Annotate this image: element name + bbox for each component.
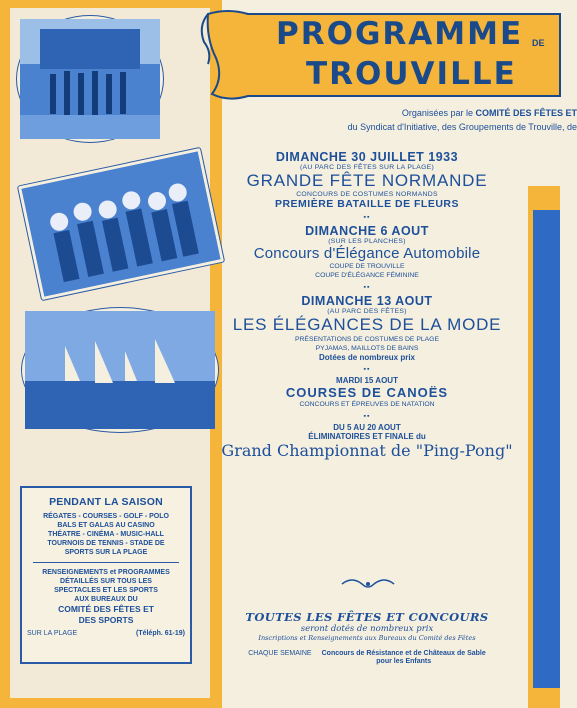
- event1-location: (AU PARC DES FÊTES SUR LA PLAGE): [299, 164, 435, 171]
- event5-date: DU 5 AU 20 AOUT: [333, 423, 401, 432]
- event4-subtitle: CONCOURS ET ÉPREUVES DE NATATION: [299, 401, 435, 408]
- season-divider: [33, 562, 179, 563]
- season-line: BALS ET GALAS AU CASINO: [57, 522, 155, 529]
- flourish-ornament: [338, 574, 398, 594]
- season-box: [20, 486, 192, 664]
- weekly-event: [322, 650, 486, 666]
- event2-location: (SUR LES PLANCHES): [328, 238, 406, 245]
- title-programme: PROGRAMME: [276, 16, 524, 52]
- orgs-line2: du Syndicat d'Initiative, des Groupements de Trouville, de: [347, 122, 577, 132]
- info-org: DES SPORTS: [78, 615, 134, 625]
- season-line: THÉATRE - CINÉMA - MUSIC-HALL: [48, 531, 164, 538]
- photo-parade: [17, 16, 163, 142]
- orgs-committee: COMITÉ DES FÊTES ET: [475, 108, 577, 118]
- event2-title: Concours d'Élégance Automobile: [253, 245, 481, 262]
- event4-date: MARDI 15 AOUT: [336, 376, 398, 385]
- title-trouville: TROUVILLE: [306, 56, 517, 92]
- event2-subtitle: COUPE D'ÉLÉGANCE FÉMININE: [315, 272, 419, 279]
- foot-left: SUR LA PLAGE: [27, 630, 78, 637]
- footer: [214, 610, 520, 666]
- event2-date: DIMANCHE 6 AOUT: [305, 224, 429, 238]
- right-illustration: [533, 210, 560, 688]
- event1-date: DIMANCHE 30 JUILLET 1933: [275, 150, 459, 164]
- footer-info: Inscriptions et Renseignements aux Bureaux du Comité des Fêtes: [258, 634, 476, 642]
- event3-title: LES ÉLÉGANCES DE LA MODE: [232, 315, 502, 334]
- season-line: TOURNOIS DE TENNIS - STADE DE: [47, 540, 165, 547]
- info-line: DÉTAILLÉS SUR TOUS LES: [60, 578, 152, 585]
- foot-phone: (Téléph. 61-19): [135, 630, 185, 637]
- separator: ▪▪: [363, 284, 371, 291]
- season-line: RÉGATES - COURSES - GOLF - POLO: [43, 513, 169, 520]
- event5-title: Grand Championnat de "Ping-Pong": [221, 441, 513, 460]
- organizers: [232, 106, 577, 134]
- event4-title: COURSES DE CANOËS: [285, 385, 449, 400]
- event1-subtitle: CONCOURS DE COSTUMES NORMANDS: [296, 191, 438, 198]
- footer-weekly: [214, 650, 520, 666]
- event2-subtitle: COUPE DE TROUVILLE: [329, 263, 405, 270]
- event3-subtitle: PYJAMAS, MAILLOTS DE BAINS: [315, 345, 419, 352]
- season-line: SPORTS SUR LA PLAGE: [64, 549, 148, 556]
- separator: ▪▪: [363, 214, 371, 221]
- info-org: COMITÉ DES FÊTES ET: [58, 604, 154, 614]
- photo-crowd: [18, 148, 224, 300]
- footer-title: TOUTES LES FÊTES ET CONCOURS: [245, 610, 489, 624]
- season-title: PENDANT LA SAISON: [49, 496, 163, 508]
- title-small: DE: [532, 38, 545, 48]
- footer-prizes: seront dotés de nombreux prix: [300, 624, 434, 634]
- event1-title: GRANDE FÊTE NORMANDE: [246, 171, 488, 190]
- event3-prizes: Dotées de nombreux prix: [318, 353, 416, 362]
- photo-regatta: [22, 308, 218, 432]
- orgs-prefix: Organisées par le: [401, 108, 473, 118]
- program-list: [214, 150, 520, 460]
- info-line: AUX BUREAUX DU: [74, 596, 138, 603]
- separator: ▪▪: [363, 413, 371, 420]
- weekly-event-line1: Concours de Résistance et de Châteaux de Sable: [321, 650, 486, 657]
- event1-highlight: PREMIÈRE BATAILLE DE FLEURS: [274, 198, 460, 210]
- weekly-event-line2: pour les Enfants: [376, 658, 432, 665]
- event5-line: ÉLIMINATOIRES ET FINALE du: [308, 432, 426, 441]
- event3-date: DIMANCHE 13 AOUT: [301, 294, 433, 308]
- info-line: RENSEIGNEMENTS et PROGRAMMES: [42, 569, 170, 576]
- weekly-label: CHAQUE SEMAINE: [248, 650, 312, 657]
- event3-subtitle: PRÉSENTATIONS DE COSTUMES DE PLAGE: [294, 336, 440, 343]
- event3-location: (AU PARC DES FÊTES): [327, 308, 407, 315]
- separator: ▪▪: [363, 366, 371, 373]
- info-line: SPECTACLES ET LES SPORTS: [54, 587, 158, 594]
- season-footer: [27, 630, 185, 637]
- left-column: [0, 0, 222, 708]
